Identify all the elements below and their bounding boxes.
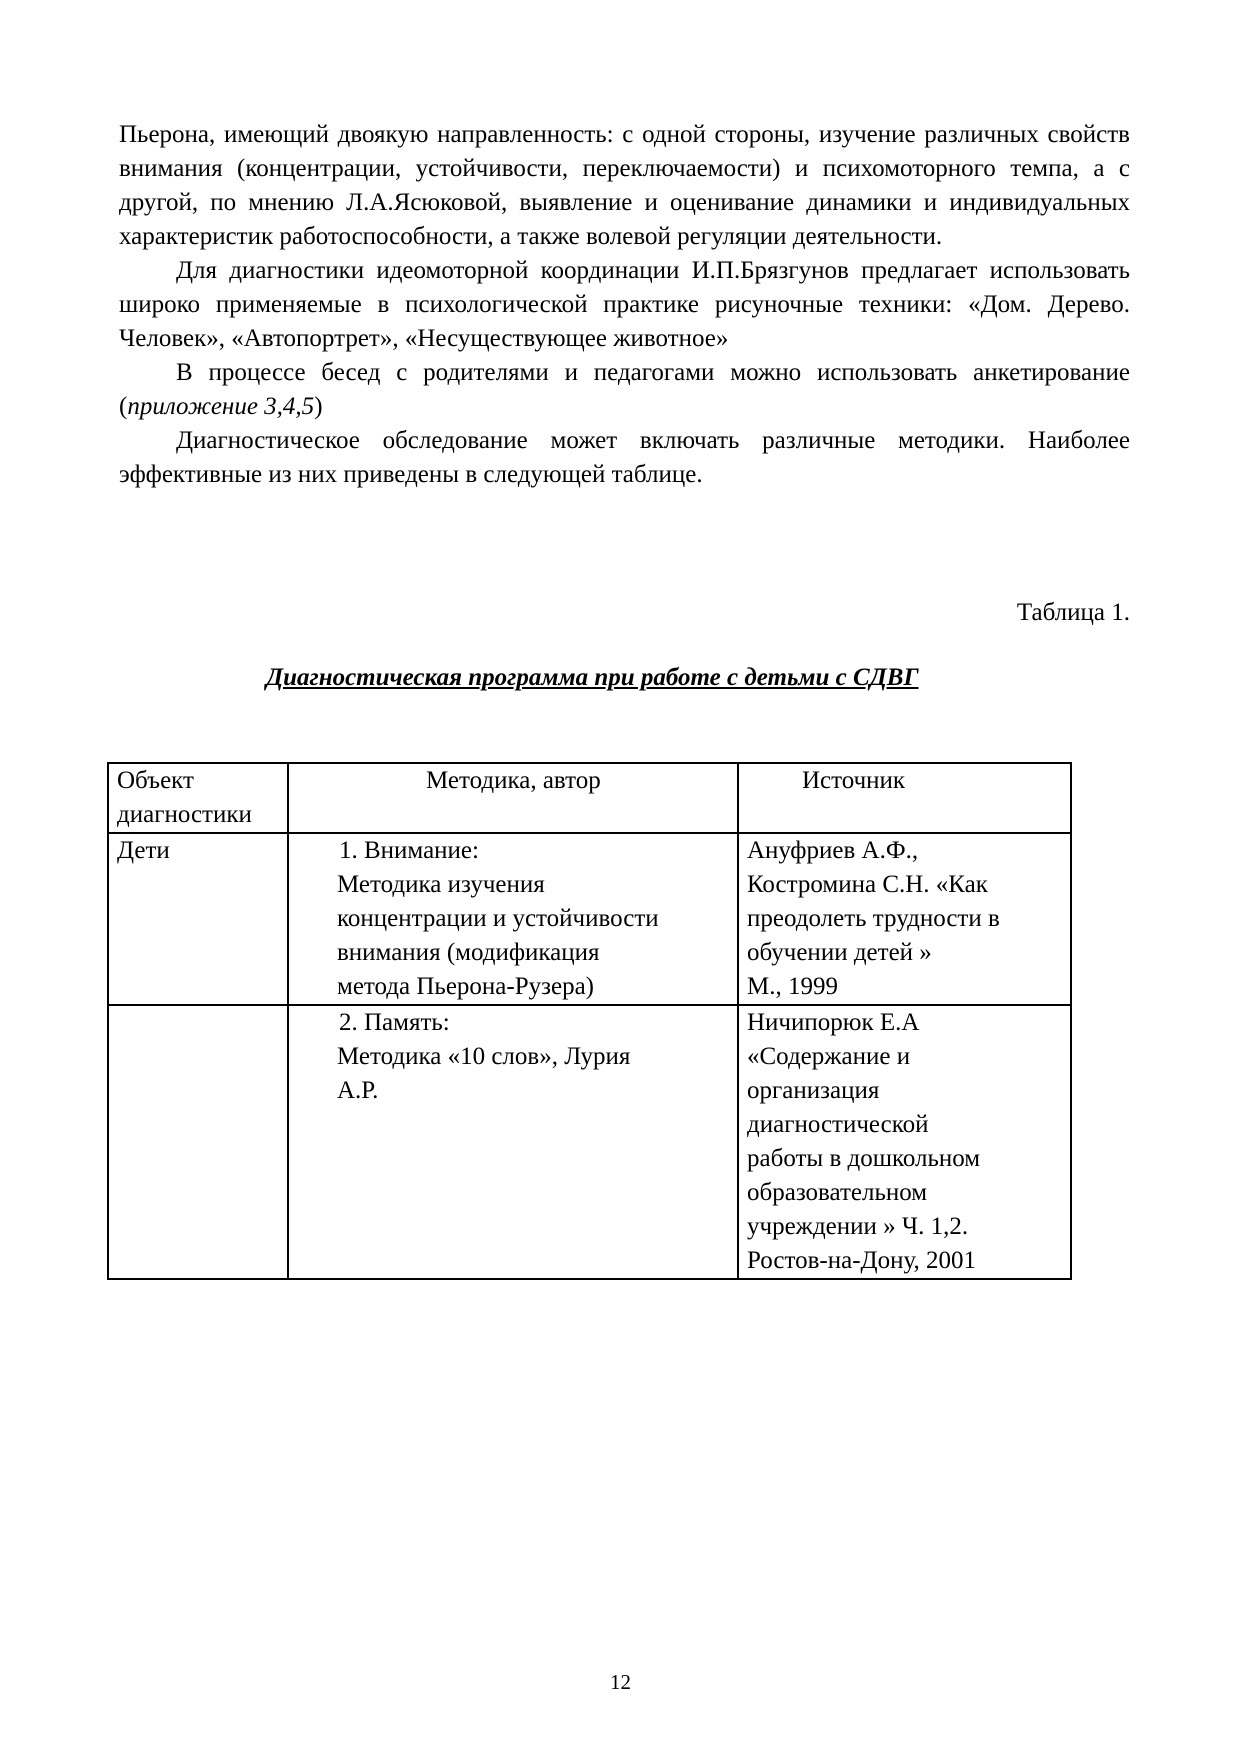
row-object	[108, 1005, 288, 1279]
table-caption: Таблица 1.	[1016, 599, 1130, 626]
paragraph-3	[119, 356, 1130, 424]
paragraph-2: Для диагностики идеомоторной координации И.П.Брязгунов предлагает использовать широко применяемые в психологической практике рисуночные техники: «Дом. Дерево. Человек», «Автопортрет», «Несуществующее животное»	[119, 257, 1130, 352]
paragraph-1: Пьерона, имеющий двоякую направленность: с одной стороны, изучение различных свойств внимания (концентрации, устойчивости, переключаемости) и психомоторного темпа, а с другой, по мнению Л.А.Ясюковой, выявление и оценивание динамики и индивидуальных характеристик работоспособности, а также волевой регуляции деятельности.	[119, 121, 1130, 250]
source-line: М., 1999	[747, 973, 838, 1000]
paragraph-4: Диагностическое обследование может включать различные методики. Наиболее эффективные из них приведены в следующей таблице.	[119, 427, 1130, 488]
source-line: преодолеть трудности в	[747, 905, 1000, 932]
method-line: Методика «10 слов», Лурия	[337, 1043, 631, 1070]
row-source	[738, 833, 1071, 1005]
appendix-reference: приложение 3,4,5	[127, 393, 315, 420]
source-line: Ростов-на-Дону, 2001	[747, 1247, 976, 1274]
source-line: работы в дошкольном	[747, 1145, 981, 1172]
paragraph-3-text: В процессе бесед с родителями и педагогами можно использовать анкетирование (	[119, 359, 1130, 420]
table-row	[108, 1005, 1071, 1279]
source-line: диагностической	[747, 1111, 929, 1138]
page-number: 12	[610, 1670, 631, 1694]
diagnostic-table	[107, 762, 1072, 1280]
method-line: концентрации и устойчивости	[337, 905, 659, 932]
source-line: образовательном	[747, 1179, 928, 1206]
table-title: Диагностическая программа при работе с детьми с СДВГ	[266, 664, 919, 691]
method-line: А.Р.	[337, 1077, 379, 1104]
method-line: метода Пьерона-Рузера)	[337, 973, 595, 1000]
source-line: учреждении » Ч. 1,2.	[747, 1213, 969, 1240]
body-text	[119, 118, 1130, 492]
source-line: Ничипорюк Е.А	[747, 1009, 920, 1036]
method-line: Методика изучения	[337, 871, 545, 898]
source-line: Ануфриев А.Ф.,	[747, 837, 919, 864]
row-object: Дети	[108, 833, 288, 1005]
table-row	[108, 833, 1071, 1005]
method-title: 1. Внимание:	[339, 837, 479, 864]
source-line: обучении детей »	[747, 939, 932, 966]
row-source	[738, 1005, 1071, 1279]
method-title: 2. Память:	[339, 1009, 450, 1036]
row-method	[288, 1005, 738, 1279]
paragraph-3-end: )	[314, 393, 323, 420]
source-line: «Содержание и	[747, 1043, 911, 1070]
row-method	[288, 833, 738, 1005]
method-line: внимания (модификация	[337, 939, 600, 966]
header-method: Методика, автор	[288, 763, 738, 833]
source-line: Костромина С.Н. «Как	[747, 871, 988, 898]
header-object: Объект диагностики	[108, 763, 288, 833]
source-line: организация	[747, 1077, 880, 1104]
header-source: Источник	[738, 763, 1071, 833]
table-header-row	[108, 763, 1071, 833]
